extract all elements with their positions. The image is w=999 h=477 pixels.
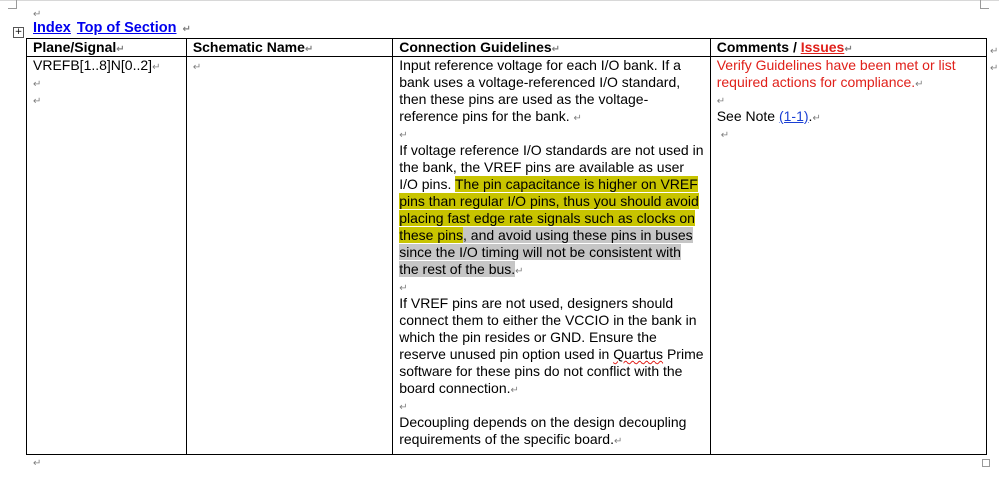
header-comments-issues: Comments / Issues↵ (710, 39, 986, 57)
highlighted-text-gray: , and avoid using these pins in buses since the I/O timing will not be consistent with the rest of the bus. (399, 227, 693, 277)
paragraph-mark: ↵ (33, 9, 42, 20)
cell-schematic-name[interactable]: ↵ (186, 57, 392, 455)
guideline-paragraph: If VREF pins are not used, designers should connect them to either the VCCIO in the bank in which the pin resides or GND. Ensure the reserve unused pin option used in Quartus Prime software for these pins do not conflict with the board connection.↵ (399, 295, 704, 396)
spellcheck-word: Quartus (613, 346, 664, 362)
margin-corner-left (8, 0, 17, 9)
header-connection-guidelines: Connection Guidelines↵ (393, 39, 711, 57)
paragraph-mark: ↵ (33, 458, 42, 469)
table-header-row (27, 39, 987, 57)
cell-comments[interactable]: Verify Guidelines have been met or list required actions for compliance.↵ ↵ See Note (1-1).↵ ↵ (710, 57, 986, 455)
end-of-row-mark: ↵ (990, 46, 999, 57)
see-note: See Note (1-1).↵ (716, 108, 821, 124)
margin-corner-right (980, 0, 989, 9)
issues-link[interactable]: Issues (800, 39, 845, 55)
guideline-paragraph: If voltage reference I/O standards are not used in the bank, the VREF pins are available as user I/O pins. The pin capacitance is higher on VREF pins than regular I/O pins, thus you should avoid placing fast edge rate signals such as clocks on these pins, and avoid using these pins in buses since the I/O timing will not be consistent with the rest of the bus.↵ (399, 142, 704, 277)
header-schematic-name: Schematic Name↵ (186, 39, 392, 57)
highlighted-text-yellow: The pin capacitance is higher on VREF pins than regular I/O pins, thus you should avoid placing fast edge rate signals such as clocks on these pins (399, 176, 699, 243)
guideline-paragraph: Decoupling depends on the design decoupling requirements of the specific board.↵ (399, 414, 687, 447)
cell-connection-guidelines[interactable]: Input reference voltage for each I/O bank. If a bank uses a voltage-referenced I/O standard, then these pins are used as the voltage-reference pins for the bank. ↵ ↵ If voltage reference I/O standards are not used in the bank, the VREF pins are available as user I/O pins. The pin capacitance is higher on VREF pins than regular I/O pins, thus you should avoid placing fast edge rate signals such as clocks on these pins, and avoid using these pins in buses since the I/O timing will not be consistent with the rest of the bus.↵ ↵ If VREF pins are not used, designers should connect them to either the VCCIO in the bank in which the pin resides or GND. Ensure the reserve unused pin option used in Quartus Prime software for these pins do not conflict with the board connection.↵ ↵ Decoupling depends on the design decoupling requirements of the specific board.↵ (393, 57, 711, 455)
top-of-section-link[interactable]: Top of Section (76, 20, 177, 36)
verify-comment: Verify Guidelines have been met or list required actions for compliance.↵ (716, 57, 956, 90)
table-resize-handle[interactable] (982, 459, 990, 467)
header-plane-signal: Plane/Signal↵ (27, 39, 187, 57)
note-reference-link[interactable]: (1-1) (778, 108, 809, 124)
guideline-paragraph: Input reference voltage for each I/O bank. If a bank uses a voltage-referenced I/O standard, then these pins are used as the voltage-reference pins for the bank. ↵ (399, 57, 681, 124)
cell-plane-signal[interactable]: VREFB[1..8]N[0..2]↵ ↵ ↵ (27, 57, 187, 455)
table-move-handle-icon[interactable]: + (14, 27, 23, 37)
end-of-row-mark: ↵ (990, 63, 999, 74)
page-top-border (0, 0, 999, 1)
table-row (27, 57, 987, 455)
index-link[interactable]: Index (33, 20, 71, 36)
signal-name: VREFB[1..8]N[0..2] (33, 57, 153, 73)
nav-links (33, 20, 191, 38)
guidelines-table (26, 38, 987, 455)
paragraph-mark: ↵ (182, 24, 191, 35)
